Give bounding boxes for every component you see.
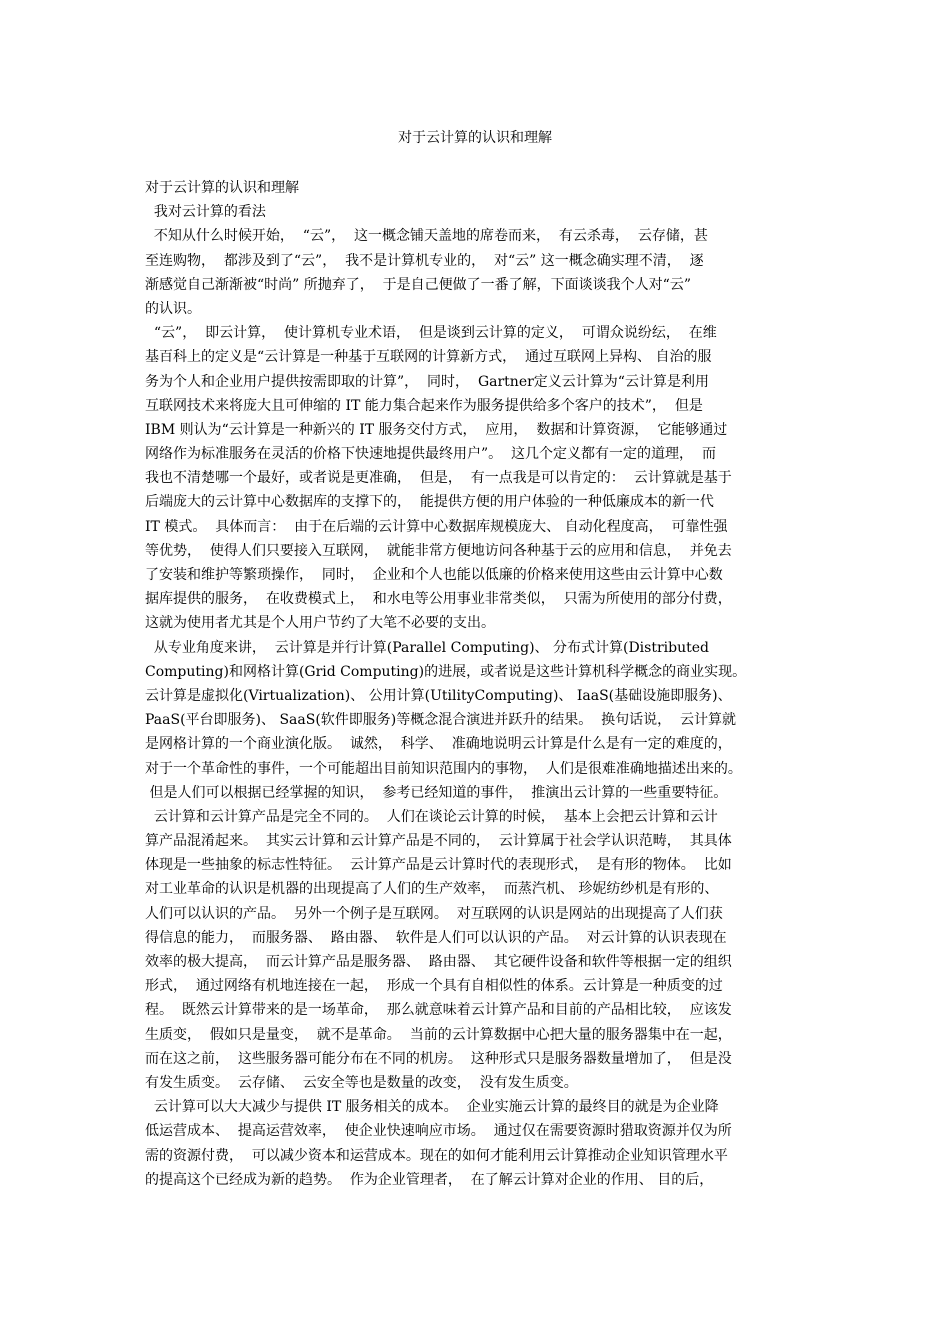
body-text-line: 这就为使用者尤其是个人用户节约了大笔不必要的支出。 (145, 615, 495, 632)
body-text-line: 我也不清楚哪一个最好，或者说是更准确， 但是， 有一点我是可以肯定的： 云计算就是基于 (145, 470, 732, 487)
body-text-line: 网络作为标准服务在灵活的价格下快速地提供最终用户”。 这几个定义都有一定的道理， 而 (145, 446, 716, 463)
body-text-line: 需的资源付费， 可以减少资本和运营成本。现在的如何才能利用云计算推动企业知识管理水平 (145, 1147, 728, 1164)
body-text-line: 有发生质变。 云存储、 云安全等也是数量的改变， 没有发生质变。 (145, 1074, 578, 1091)
body-text-line: 程。 既然云计算带来的是一场革命， 那么就意味着云计算产品和目前的产品相比较， 应该发 (145, 1002, 732, 1019)
body-text-line: 人们可以认识的产品。 另外一个例子是互联网。 对互联网的认识是网站的出现提高了人们获 (145, 905, 723, 922)
body-text-line: 生质变， 假如只是量变， 就不是革命。 当前的云计算数据中心把大量的服务器集中在一起， (145, 1026, 732, 1043)
body-text-line: 云计算可以大大减少与提供 IT 服务相关的成本。 企业实施云计算的最终目的就是为企业降 (145, 1099, 719, 1116)
body-text-line: 对于云计算的认识和理解 (145, 180, 299, 196)
body-text-line: 效率的极大提高， 而云计算产品是服务器、 路由器、 其它硬件设备和软件等根据一定的组织 (145, 954, 732, 970)
body-text-line: 体现是一些抽象的标志性特征。 云计算产品是云计算时代的表现形式， 是有形的物体。 比如 (145, 857, 732, 874)
body-text-line: 是网格计算的一个商业演化版。 诚然， 科学、 准确地说明云计算是什么是有一定的难度的， (145, 736, 732, 753)
body-text-line: 云计算是虚拟化(Virtualization)、 公用计算(UtilityComputing)、 IaaS(基础设施即服务)、 (145, 687, 732, 704)
body-text-line: 的认识。 (145, 300, 201, 317)
body-text-line: 而在这之前， 这些服务器可能分布在不同的机房。 这种形式只是服务器数量增加了， 但是没 (145, 1050, 732, 1067)
body-text-line: 的提高这个已经成为新的趋势。 作为企业管理者， 在了解云计算对企业的作用、 目的后， (145, 1171, 714, 1188)
body-text-line: 我对云计算的看法 (145, 204, 266, 221)
body-text-line: IT 模式。 具体而言： 由于在后端的云计算中心数据库规模庞大、 自动化程度高， 可靠性强 (145, 518, 728, 535)
body-text-line: 后端庞大的云计算中心数据库的支撑下的， 能提供方便的用户体验的一种低廉成本的新一代 (145, 494, 714, 511)
body-text-line: 对于一个革命性的事件，一个可能超出目前知识范围内的事物， 人们是很难准确地描述出来的。 (145, 760, 742, 777)
body-text-line: “云”， 即云计算， 使计算机专业术语， 但是谈到云计算的定义， 可谓众说纷纭， 在维 (145, 325, 717, 342)
body-text-line: Computing)和网格计算(Grid Computing)的进展，或者说是这些计算机科学概念的商业实现。 (145, 663, 747, 680)
body-text-line: 基百科上的定义是“云计算是一种基于互联网的计算新方式， 通过互联网上异构、 自治的服 (145, 349, 712, 366)
body-text-line: 务为个人和企业用户提供按需即取的计算”， 同时， Gartner定义云计算为“云计算是利用 (145, 373, 709, 390)
document-title: 对于云计算的认识和理解 (398, 130, 552, 146)
body-text-line: 算产品混淆起来。 其实云计算和云计算产品是不同的， 云计算属于社会学认识范畴， 其具体 (145, 833, 732, 850)
body-text-line: 了安装和维护等繁琐操作， 同时， 企业和个人也能以低廉的价格来使用这些由云计算中心数 (145, 567, 723, 583)
body-text-line: 至连购物， 都涉及到了“云”， 我不是计算机专业的， 对“云” 这一概念确实理不清， 逐 (145, 252, 704, 269)
body-text-line: 据库提供的服务， 在收费模式上， 和水电等公用事业非常类似， 只需为所使用的部分付费， (145, 591, 732, 608)
body-text-line: 得信息的能力， 而服务器、 路由器、 软件是人们可以认识的产品。 对云计算的认识表现在 (145, 929, 727, 946)
body-text-line: 渐感觉自己渐渐被“时尚” 所抛弃了， 于是自己便做了一番了解，下面谈谈我个人对“云” (145, 276, 691, 293)
body-text-line: IBM 则认为“云计算是一种新兴的 IT 服务交付方式， 应用， 数据和计算资源， 它能够通过 (145, 421, 728, 438)
body-text-line: 不知从什么时候开始， “云”， 这一概念铺天盖地的席卷而来， 有云杀毒， 云存储，甚 (145, 228, 708, 245)
body-text-line: 形式， 通过网络有机地连接在一起， 形成一个具有自相似性的体系。云计算是一种质变的过 (145, 978, 723, 995)
body-text-line: 低运营成本、 提高运营效率， 使企业快速响应市场。 通过仅在需要资源时猎取资源并仅为所 (145, 1123, 732, 1140)
body-text-line: 从专业角度来讲， 云计算是并行计算(Parallel Computing)、 分布式计算(Distributed (145, 639, 709, 656)
body-text-line: 云计算和云计算产品是完全不同的。 人们在谈论云计算的时候， 基本上会把云计算和云计 (145, 808, 718, 825)
document-body (145, 176, 813, 1192)
body-text-line: 但是人们可以根据已经掌握的知识， 参考已经知道的事件， 推演出云计算的一些重要特征。 (145, 784, 728, 801)
body-text-line: 对工业革命的认识是机器的出现提高了人们的生产效率， 而蒸汽机、 珍妮纺纱机是有形的、 (145, 881, 719, 898)
body-text-line: 等优势， 使得人们只要接入互联网， 就能非常方便地访问各种基于云的应用和信息， 并免去 (145, 542, 732, 559)
body-text-line: PaaS(平台即服务)、 SaaS(软件即服务)等概念混合演进并跃升的结果。 换句话说， 云计算就 (145, 712, 737, 729)
body-text-line: 互联网技术来将庞大且可伸缩的 IT 能力集合起来作为服务提供给多个客户的技术”， 但是 (145, 397, 703, 414)
